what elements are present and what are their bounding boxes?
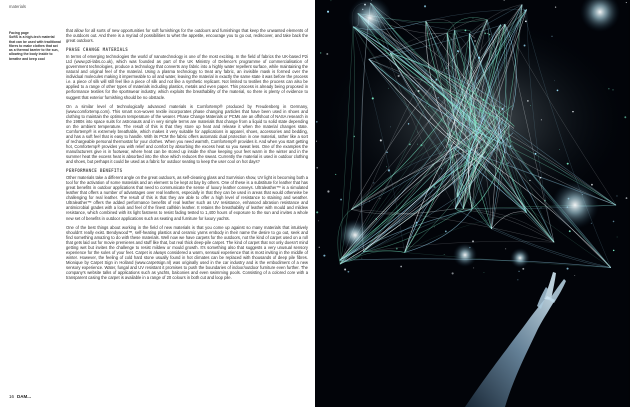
light-point [331, 0, 332, 1]
light-point [569, 230, 571, 232]
light-point [552, 36, 553, 37]
light-point [353, 136, 355, 138]
light-point [335, 174, 336, 175]
light-point [361, 258, 362, 259]
light-point [474, 40, 476, 42]
light-point [446, 68, 447, 69]
light-point [323, 255, 325, 257]
light-point [452, 162, 453, 163]
light-point [434, 227, 435, 228]
light-point [591, 184, 593, 186]
light-point [617, 195, 618, 196]
light-point [471, 110, 472, 111]
light-point [613, 250, 615, 252]
article-body [66, 28, 308, 284]
light-point [400, 266, 402, 268]
light-point [417, 132, 418, 133]
light-point [554, 80, 555, 81]
light-point [376, 218, 377, 219]
light-point [386, 152, 387, 153]
light-point [466, 149, 467, 150]
light-point [380, 139, 382, 141]
paragraph-performance-1: Other materials take a different angle on the great outdoors, as self-cleaning glass and SunVision show, UV light is becoming both a tool for the activation of some materials and an element to be kept at bay by others. One of these is a substitute for leather that has great benefits in outdoor applications that need to communicate the sense of luxury leather conveys. Ultraleather™ is a simulated leather that offers a number of advantages over real leathers, especially in that they can be used in areas that would otherwise be challenging for real leather. The result of this is that they are able to offer a high level of resistance to staining and weather. Ultraleather™ offers the added performance benefits of real leather such as UV resistance, enhanced abrasion resistance and antimicrobial grades with a look and feel of the finest calfskin leather. It retains the breathability of leather with mould and mildew resistance, which combined with its light fastness to resist fading tested to 1,400 hours of exposure to the sun and invites a whole new set of benefits in outdoor applications such as seating and furniture for luxury yachts. [66, 175, 308, 221]
light-point [559, 149, 560, 150]
light-point [372, 97, 374, 99]
light-point [525, 20, 527, 22]
light-point [320, 52, 321, 53]
light-point [416, 222, 418, 224]
light-point [465, 30, 467, 32]
light-point [613, 221, 615, 223]
light-point [505, 248, 506, 249]
light-point [397, 199, 398, 200]
light-point [316, 141, 317, 142]
light-point [390, 126, 391, 127]
folio-title: DAM... [17, 394, 32, 399]
light-point [316, 121, 317, 122]
light-point [574, 275, 575, 276]
light-point [453, 149, 454, 150]
light-point [507, 162, 508, 163]
light-point [612, 89, 613, 90]
light-point [347, 271, 349, 273]
light-point [482, 99, 484, 101]
light-point [502, 108, 504, 110]
light-point [326, 53, 328, 55]
light-point [408, 123, 409, 124]
light-point [555, 7, 556, 8]
section-label: materials [9, 4, 26, 9]
light-point [472, 240, 474, 242]
light-point [409, 143, 411, 145]
light-point [340, 199, 342, 201]
light-point [484, 33, 486, 35]
light-point [541, 207, 542, 208]
light-point [398, 75, 400, 77]
light-point [344, 268, 346, 270]
paragraph-phase-2: On a similar level of technologically advanced materials is Comfortemp® produced by Freudenberg in Germany, (www.comfortemp.com). This smart non-woven textile incorporates phase changing particles that have been used in shoes and clothing to maintain the optimum temperature of the wearer. Phase Change Materials or PCMs are an offshoot of NASA research in the 1980s into space suits for astronauts and in very simple terms are materials that change from a liquid to solid state depending on the ambient temperature. The result of this is that they store up heat and release it when the material changes state. Comfortemp® is extremely breathable, which makes it very suitable for applications in apparel, shoes, accessories and bedding, and has a soft feel that is easy to handle. With its PCM the fabric offers automatic dual protection in one material, rather like a sort of rechargeable personal thermostat for your clothes. When you need warmth, Comfortemp® provides it. And when you start getting hot, Comfortemp® provides you with relief and comfort by absorbing the excess heat so you sweat less. One of the examples the manufacturers give is in footwear, where heat can be stored up inside the shoe keeping your feet warm in the winter and in the summer heat the excess heat is absorbed into the shoe which reduces the sweat. Currently the material is used in outdoor clothing and shoes, but perhaps it could be used as a fabric for outdoor seating to keep the user cool on hot days? [66, 103, 308, 165]
light-point [518, 271, 519, 272]
light-point [557, 89, 559, 91]
light-point [316, 211, 318, 213]
light-point [327, 11, 329, 13]
light-point [438, 97, 439, 98]
light-point [373, 182, 374, 183]
light-point [608, 88, 609, 89]
caption-body: SoftS is a high-tech material that can be used with traditional fibres to make clothes that act as a thermal barrier to the sun, allowing the body inside to breathe and keep cool [9, 35, 61, 61]
light-point [473, 18, 474, 19]
light-point [624, 116, 626, 118]
light-point [529, 180, 530, 181]
light-point [318, 220, 319, 221]
page-folio [9, 394, 31, 399]
heading-performance: PERFORMANCE BENEFITS [66, 168, 123, 174]
light-point [475, 67, 476, 68]
light-point [535, 153, 537, 155]
light-point [591, 223, 592, 224]
light-point [617, 237, 618, 238]
light-point [527, 100, 529, 102]
light-point [424, 5, 426, 7]
heading-phase-change: PHASE CHANGE MATERIALS [66, 47, 129, 53]
light-point [478, 57, 480, 59]
light-point [567, 163, 569, 165]
fibre-optic-canopy-photo [315, 0, 630, 407]
light-point [473, 268, 474, 269]
light-point [445, 231, 447, 233]
light-point [436, 79, 438, 81]
light-point [444, 108, 445, 109]
caption-title: Facing page [9, 31, 29, 35]
light-point [396, 248, 398, 250]
light-point [484, 272, 485, 273]
light-point [428, 106, 429, 107]
paragraph-phase-1: In terms of emerging technologies the world of nanotechnology is one of the most exciting. In the field of fabrics the UK-based P2i Ltd (www.p2i-labs.co.uk), which was founded as part of the UK Ministry of Defence's programme of commercialisation of government technologies, produce a technology that converts any fabric into a highly water repellent surface, while maintaining the natural and original feel of the material. Using a plasma technology to treat any fabric, an invisible mask is formed over the individual molecules making it impermeable to oil and water, leaving the material in exactly the same state it was before the process i.e. a piece of silk will still feel like a piece of silk and not like a synthetic replicant. Not limited to textiles the process can also be applied to a range of other types of materials including plastics, metals and even paper. This process is already being proposed in performance textiles for the sportswear industry, which exploits the breathability of the material, so there is plenty of evidence to suggest that exterior furnishing should be no obstacle. [66, 54, 308, 100]
light-point [379, 198, 380, 199]
light-point [524, 10, 526, 12]
right-page-photo [315, 0, 630, 407]
light-point [452, 272, 454, 274]
light-point [420, 144, 422, 146]
light-point [418, 90, 420, 92]
page-number: 16 [9, 394, 15, 399]
light-point [517, 279, 518, 280]
paragraph-intro: that allow for all sorts of new opportunities for soft furnishings for the outdoors and furnishings that keep the unwanted elements of the outdoors out. And there is a myriad of possibilities to whet the appetite, encourage you to go out, rediscover, and take back the great outdoors. [66, 28, 308, 44]
light-point [487, 33, 488, 34]
light-point [488, 170, 489, 171]
light-point [544, 200, 546, 202]
light-point [388, 169, 390, 171]
light-point [524, 45, 526, 47]
light-point [353, 255, 354, 256]
light-point [316, 167, 318, 169]
light-point [530, 105, 531, 106]
light-point [541, 119, 542, 120]
light-point [476, 120, 478, 122]
light-point [388, 88, 389, 89]
photo-caption [9, 31, 61, 61]
light-point [540, 177, 541, 178]
light-point [369, 201, 370, 202]
light-point [386, 166, 387, 167]
light-point [522, 268, 524, 270]
light-point [457, 50, 459, 52]
light-point [509, 145, 511, 147]
light-point [417, 144, 418, 145]
light-point [327, 190, 329, 192]
light-point [434, 186, 436, 188]
light-point [572, 111, 574, 113]
light-point [489, 34, 491, 36]
paragraph-performance-2: One of the best things about working in the field of new materials is that you come up against so many materials that intuitively shouldn't really exist. Bendywood™, self-heating plastics and ceramic yarns embody in their name the desire to go out, seek and find something amazing to do with these materials. Well now we have carpets for the outdoors, not the kind of carpet used on a roll that gets laid out for movie premieres and stuff like that, but real thick deep-pile carpet. The kind of carpet that not only doesn't mind getting wet but invites the challenge to resist mildew or mould growth. It's something also that suggests a very unusual sensory experience for the soles of your feet. Carpet is always considered a warm, sensual experience that is most inviting in the middle of winter. However, the feeling of cold hard stone usually found in hot climates can be replaced with thousands of deep pile fibres. Mionique by Carpet Sign in Holland (www.carpetsign.nl) was originally used in the car industry and is the embodiment of a new sensory experience. Water, fungal and UV resistant it promises to push the boundaries of indoor/outdoor furniture even further. The company's website talks of applications such as yachts, balconies and even swimming pools. Consisting of a colored core with a transparent casing the carpet is available in a range of 20 colours in both cut and loop pile. [66, 224, 308, 281]
light-point [319, 247, 320, 248]
light-point [567, 268, 569, 270]
light-point [441, 168, 442, 169]
light-point [444, 254, 445, 255]
light-point [415, 224, 416, 225]
